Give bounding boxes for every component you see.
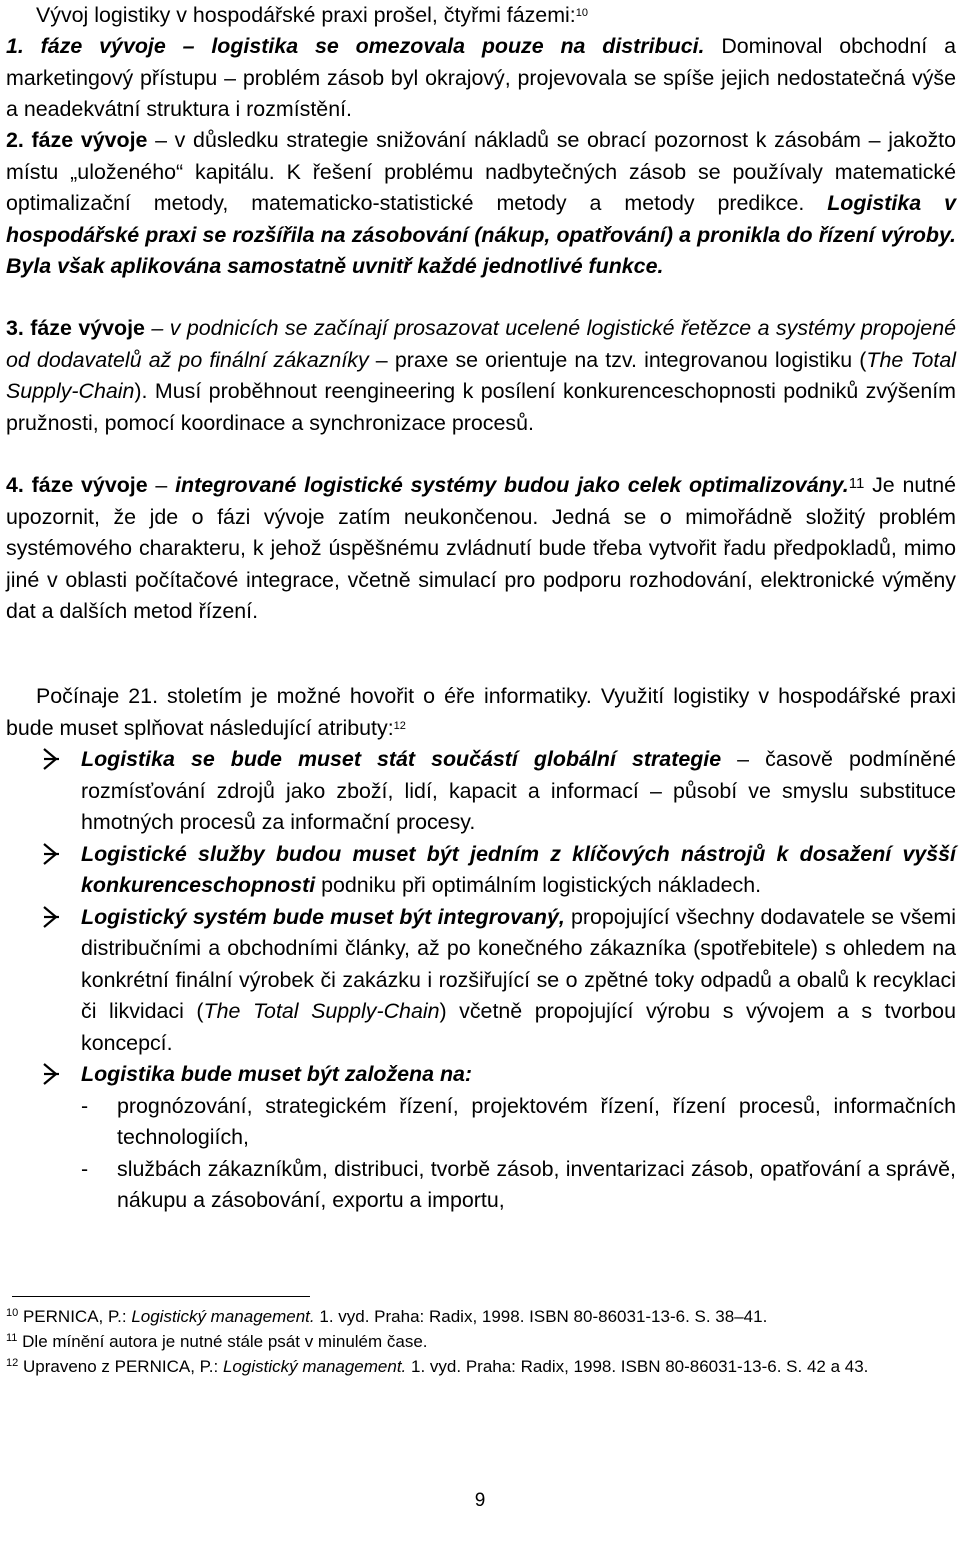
list-item [6, 902, 956, 1060]
phase3-label: 3. fáze vývoje [6, 316, 145, 340]
dash-marker: - [81, 1093, 89, 1118]
phase4-paragraph [6, 470, 956, 628]
page-number: 9 [474, 1490, 486, 1511]
list-item-text: – časově podmíněné rozmísťování zdrojů jako zboží, lidí, kapacit a informací – působí ve smyslu substituce hmotných procesů za informační procesy. [81, 747, 956, 834]
footnote-text: Dle mínění autora je nutné stále psát v minulém čase. [17, 1332, 428, 1351]
list-item-bold: Logistika se bude muset stát součástí globální strategie [81, 747, 722, 771]
list-item-text: podniku při optimálním logistických nákladech. [315, 873, 762, 897]
footnotes [6, 1304, 956, 1379]
attributes-list [6, 744, 956, 1217]
footnote-text: Upraveno z PERNICA, P.: [18, 1357, 223, 1376]
intro-paragraph [6, 0, 956, 32]
footnote [6, 1329, 956, 1354]
footnote [6, 1354, 956, 1379]
phase3-italic-text: – v podnicích se začínají prosazovat ucelené logistické řetězce a systémy propojené od dodavatelů až po finální zákazníky [6, 316, 956, 372]
phase3-supply-chain: The Total Supply-Chain [6, 347, 956, 403]
list-item-bold: Logistický systém bude muset být integrovaný, [81, 904, 565, 929]
footnote-separator [12, 1296, 310, 1297]
list-item-bold: Logistické služby budou muset být jedním z klíčových nástrojů k dosažení vyšší konkurenceschopnosti [81, 841, 956, 897]
footnote-number: 12 [6, 1357, 19, 1369]
footnote-text-2: 1. vyd. Praha: Radix, 1998. ISBN 80-86031-13-6. S. 38–41. [314, 1307, 768, 1326]
phase4-text: Je nutné upozornit, že jde o fázi vývoje zatím neukončenou. Jedná se o mimořádně složitý problém systémového charakteru, k jehož úspěšnému zvládnutí bude třeba vytvořit řadu předpokladů, mimo jiné v oblasti počítačové integrace, včetně simulací pro podporu rozhodování, elektronické výměny dat a dalších metod řízení. [6, 473, 956, 623]
footnote [6, 1304, 956, 1329]
bullet-icon [42, 843, 60, 865]
phase2-bold-text: Logistika v hospodářské praxi se rozšířila na zásobování (nákup, opatřování) a pronikla do řízení výroby. Byla však aplikována samostatně uvnitř každé jednotlivé funkce. [6, 191, 956, 278]
paragraph-informatics [6, 681, 956, 744]
phase1-text: Dominoval obchodní a marketingový přístupu – problém zásob byl okrajový, projevovala se spíše jejich nedostatečná výše a neadekvátní struktura i rozmístění. [6, 34, 956, 121]
dash-marker: - [81, 1156, 89, 1181]
sub-list-item-text: službách zákazníkům, distribuci, tvorbě zásob, inventarizaci zásob, opatřování a správě, nákupu a zásobování, exportu a importu, [117, 1156, 956, 1212]
phase3-paragraph [6, 313, 956, 439]
phase4-label: 4. fáze vývoje [6, 473, 148, 497]
sub-list-item [6, 1154, 956, 1217]
list-item-italic: The Total Supply-Chain [203, 999, 440, 1023]
phase2-label: 2. fáze vývoje [6, 128, 148, 152]
phase4-dash: – [147, 473, 176, 497]
sub-list-item [6, 1091, 956, 1154]
phase3-text: – praxe se orientuje na tzv. integrovanou logistiku ( [368, 347, 867, 372]
bullet-icon [42, 748, 60, 770]
list-item [6, 744, 956, 839]
footnote-ref-10: 10 [575, 7, 588, 19]
footnote-title: Logistický management. [222, 1357, 407, 1376]
paragraph-informatics-text: Počínaje 21. stoletím je možné hovořit o éře informatiky. Využití logistiky v hospodářské praxi bude muset splňovat následující atributy: [6, 684, 956, 740]
phase1-label: 1. fáze vývoje – logistika se omezovala pouze na distribuci. [6, 34, 705, 58]
list-item-bold: Logistika bude muset být založena na: [81, 1062, 473, 1086]
footnote-ref-12: 12 [393, 719, 406, 732]
phase2-paragraph [6, 125, 956, 283]
footnote-number: 11 [6, 1332, 18, 1344]
footnote-title: Logistický management. [131, 1307, 315, 1326]
list-item [6, 1059, 956, 1091]
bullet-icon [42, 906, 60, 928]
intro-text: Vývoj logistiky v hospodářské praxi prošel, čtyřmi fázemi: [36, 3, 576, 27]
footnote-number: 10 [6, 1307, 19, 1319]
list-item-text-2: ) včetně propojující výrobu s vývojem a s tvorbou koncepcí. [81, 999, 956, 1055]
phase4-bold-text: integrované logistické systémy budou jako celek optimalizovány. [175, 473, 849, 497]
phase3-text-2: ). Musí proběhnout reengineering k posílení konkurenceschopnosti podniků zvýšením pružnosti, pomocí koordinace a synchronizace procesů. [6, 379, 956, 435]
sub-list-item-text: prognózování, strategickém řízení, projektovém řízení, řízení procesů, informačních technologiích, [117, 1093, 956, 1149]
footnote-text: PERNICA, P.: [18, 1307, 132, 1326]
phase1-paragraph [6, 31, 956, 126]
footnote-ref-11: 11 [848, 475, 865, 492]
footnote-text-2: 1. vyd. Praha: Radix, 1998. ISBN 80-86031-13-6. S. 42 a 43. [406, 1357, 869, 1376]
phase2-text: – v důsledku strategie snižování nákladů se obrací pozornost k zásobám – jakožto místu „uloženého“ kapitálu. K řešení problému nadbytečných zásob se používaly matematické optimalizační metody, matematicko-statistické metody a metody predikce. [6, 128, 956, 215]
list-item-text: propojující všechny dodavatele se všemi distribučními a obchodními články, až po konečného zákazníka (spotřebitele) s ohledem na konkrétní finální výrobek či zakázku i rozšiřující se o zpětné toky odpadů a obalů k recyklaci či likvidaci ( [81, 904, 957, 1023]
list-item [6, 839, 956, 902]
bullet-icon [42, 1063, 60, 1085]
